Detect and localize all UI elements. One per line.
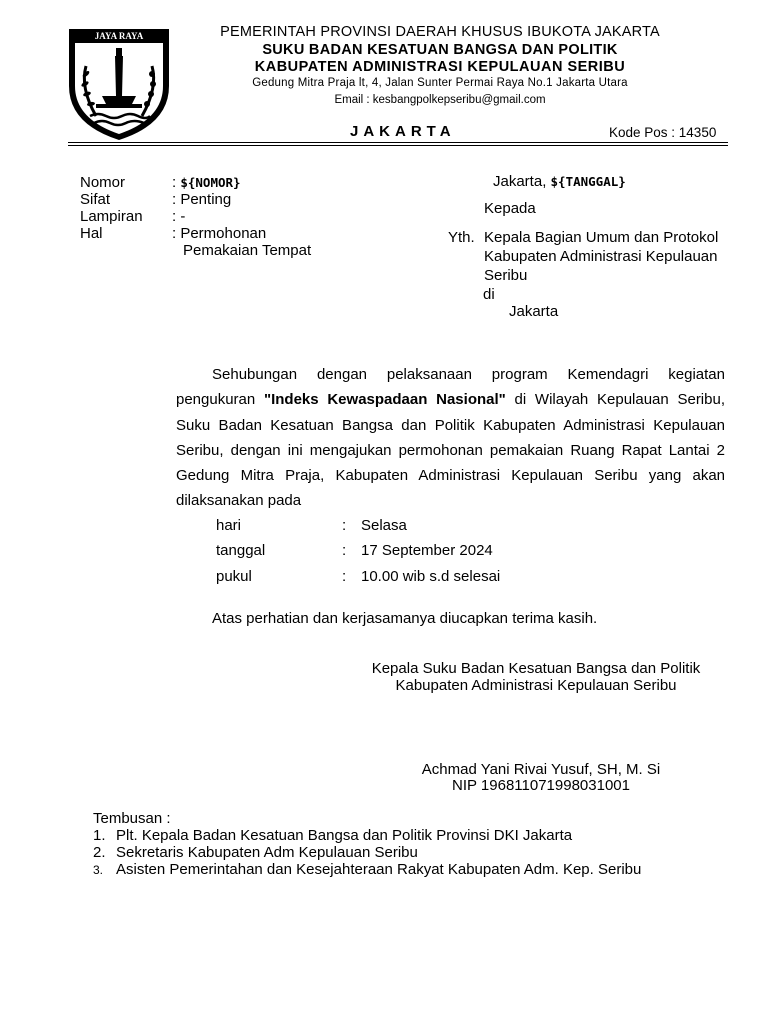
letterhead-regency: KABUPATEN ADMINISTRASI KEPULAUAN SERIBU (254, 59, 626, 75)
program-name: "Indeks Kewaspadaan Nasional" (263, 391, 506, 409)
list-item-number: 3. (93, 863, 104, 877)
closing-sentence: Atas perhatian dan kerjasamanya diucapkan terima kasih. (212, 610, 598, 627)
schedule-sep: : (342, 542, 347, 559)
body-text-rest: di Wilayah Kepulauan Seribu, Suku Badan Kesatuan Bangsa dan Politik Kabupaten Administrasi Kepulauan Seribu, dengan ini mengajukan permohonan pemakaian Ruang Rapat Lantai 2 Gedung Mitra Praja, Kabupaten Administrasi Kepulauan Seribu yang akan dilaksanakan pada (176, 391, 725, 510)
jakarta-emblem-logo (66, 26, 172, 142)
schedule-value-hari: Selasa (361, 517, 407, 534)
lampiran-value: : - (172, 208, 186, 225)
sifat-label: Sifat (80, 191, 111, 208)
letterhead-rule-thin (68, 145, 728, 146)
signatory-name: Achmad Yani Rivai Yusuf, SH, M. Si (421, 761, 661, 778)
date-city: Jakarta, (493, 173, 547, 190)
schedule-value-pukul: 10.00 wib s.d selesai (361, 568, 501, 585)
recipient-line2: Kabupaten Administrasi Kepulauan (484, 248, 718, 265)
schedule-label-pukul: pukul (216, 568, 252, 585)
schedule-label-tanggal: tanggal (216, 542, 266, 559)
list-item-number: 1. (93, 827, 106, 844)
lampiran-label: Lampiran (80, 208, 143, 225)
recipient-line1: Kepala Bagian Umum dan Protokol (484, 229, 719, 246)
letterhead-email: Email : kesbangpolkepseribu@gmail.com (334, 94, 546, 106)
schedule-label-hari: hari (216, 517, 242, 534)
recipient-di: di (483, 286, 495, 303)
schedule-sep: : (342, 568, 347, 585)
tembusan-heading: Tembusan : (93, 810, 171, 827)
nomor-placeholder: ${NOMOR} (180, 175, 241, 190)
letterhead-government: PEMERINTAH PROVINSI DAERAH KHUSUS IBUKOTA JAKARTA (220, 24, 660, 40)
letter-date (493, 173, 626, 190)
schedule-sep: : (342, 517, 347, 534)
date-placeholder: ${TANGGAL} (550, 174, 626, 189)
list-item: Sekretaris Kabupaten Adm Kepulauan Seribu (116, 844, 418, 861)
postal-code: Kode Pos : 14350 (609, 125, 717, 140)
list-item-number: 2. (93, 844, 106, 861)
signatory-title-line2: Kabupaten Administrasi Kepulauan Seribu (395, 677, 677, 694)
schedule-value-tanggal: 17 September 2024 (361, 542, 493, 559)
letterhead-address: Gedung Mitra Praja lt, 4, Jalan Sunter Permai Raya No.1 Jakarta Utara (252, 77, 628, 89)
letterhead-agency: SUKU BADAN KESATUAN BANGSA DAN POLITIK (262, 42, 618, 58)
hal-label: Hal (80, 225, 103, 242)
letterhead-city: JAKARTA (350, 123, 456, 140)
recipient-yth: Yth. (448, 229, 475, 246)
sifat-value: : Penting (172, 191, 232, 208)
nomor-value: : ${NOMOR} (172, 174, 241, 191)
body-paragraph (176, 362, 725, 514)
letterhead-rule-thick (68, 142, 728, 143)
list-item: Asisten Pemerintahan dan Kesejahteraan Rakyat Kabupaten Adm. Kep. Seribu (116, 861, 642, 878)
signatory-nip: NIP 196811071998031001 (452, 777, 630, 794)
list-item: Plt. Kepala Badan Kesatuan Bangsa dan Politik Provinsi DKI Jakarta (116, 827, 573, 844)
signatory-title-line1: Kepala Suku Badan Kesatuan Bangsa dan Politik (371, 660, 701, 677)
nomor-label: Nomor (80, 174, 126, 191)
hal-value-line1: : Permohonan (172, 225, 267, 242)
recipient-kepada: Kepada (484, 200, 536, 217)
emblem-motto: JAYA RAYA (94, 31, 144, 41)
hal-value-line2: Pemakaian Tempat (183, 242, 312, 259)
recipient-line3: Seribu (484, 267, 528, 284)
recipient-place: Jakarta (509, 303, 559, 320)
body-text-start: Sehubungan dengan pelaksanaan program Kemendagri kegiatan pengukuran (176, 366, 725, 409)
